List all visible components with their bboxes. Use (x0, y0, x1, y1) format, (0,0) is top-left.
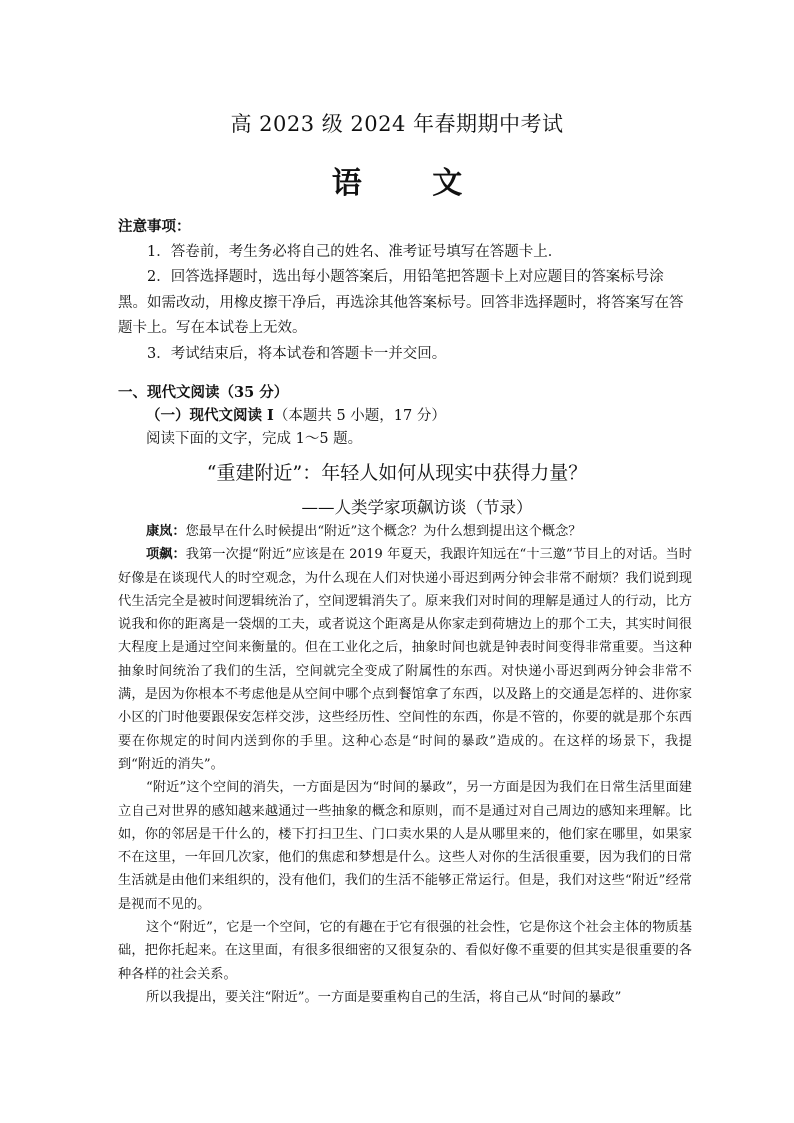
notice-item: 2．回答选择题时，选出每小题答案后，用铅笔把答题卡上对应题目的答案标号涂黑。如需改动，用橡皮擦干净后，再选涂其他答案标号。回答非选择题时，将答案写在答题卡上。写在本试卷上无效。 (118, 269, 684, 336)
paragraph-text: 我第一次提“附近”应该是在 2019 年夏天，我跟许知远在“十三邀”节目上的对话。当时好像是在谈现代人的时空观念，为什么现在人们对快递小哥迟到两分钟会非常不耐烦？我们说到现代生活完全是被时间逻辑统治了，空间逻辑消失了。原来我们对时间的理解是通过人的行动，比方说我和你的距离是一袋烟的工夫，或者说这个距离是从你家走到荷塘边上的那个工夫，其实时间很大程度上是通过空间来衡量的。但在工业化之后，抽象时间也就是钟表时间变得非常重要。当这种抽象时间统治了我们的生活，空间就完全变成了附属性的东西。对快递小哥迟到两分钟会非常不满，是因为你根本不考虑他是从空间中哪个点到餐馆拿了东西，以及路上的交通是怎样的、进你家小区的门时他要跟保安怎样交涉，这些经历性、空间性的东西，你是不管的，你要的就是那个东西要在你规定的时间内送到你的手里。这种心态是“时间的暴政”造成的。在这样的场景下，我提到“附近的消失”。 (118, 547, 692, 772)
subject-title: 语 文 (331, 166, 493, 201)
paragraph-text: “附近”这个空间的消失，一方面是因为“时间的暴政”，另一方面是因为我们在日常生活里面建立自己对世界的感知越来越通过一些抽象的概念和原则，而不是通过对自己周边的感知来理解。比如，你的邻居是干什么的，楼下打扫卫生、门口卖水果的人是从哪里来的，他们家在哪里，如果家不在这里，一年回几次家，他们的焦虑和梦想是什么。这些人对你的生活很重要，因为我们的日常生活就是由他们来组织的，没有他们，我们的生活不能够正常运行。但是，我们对这些“附近”经常是视而不见的。 (118, 780, 692, 912)
article-paragraph (118, 916, 692, 986)
sub-heading-rest: （本题共 5 小题，17 分） (273, 408, 446, 424)
speaker-label: 项飙： (146, 547, 186, 563)
reading-instruction: 阅读下面的文字，完成 1～5 题。 (146, 431, 363, 447)
section-block (118, 381, 692, 451)
paragraph-text: 这个“附近”，它是一个空间，它的有趣在于它有很强的社会性，它是你这个社会主体的物质基础，把你托起来。在这里面，有很多很细密的又很复杂的、看似好像不重要的但其实是很重要的各种各样的社会关系。 (118, 920, 692, 982)
notice-block (118, 214, 692, 367)
article-subtitle: ——人类学家项飙访谈（节录） (301, 498, 533, 517)
sub-heading-bold: （一）现代文阅读 I (146, 407, 274, 424)
article-body (118, 520, 692, 1009)
section-heading: 一、现代文阅读（35 分） (118, 384, 289, 401)
notice-item: 3．考试结束后，将本试卷和答题卡一并交回。 (147, 345, 447, 362)
sub-heading (118, 404, 692, 428)
article-paragraph (118, 520, 692, 543)
article-paragraph (118, 543, 692, 776)
speaker-label: 康岚： (146, 524, 186, 539)
exam-title: 高 2023 级 2024 年春期期中考试 (230, 112, 564, 136)
article-title: “重建附近”：年轻人如何从现实中获得力量？ (206, 462, 588, 484)
paragraph-text: 您最早在什么时候提出“附近”这个概念？为什么想到提出这个概念？ (185, 524, 582, 539)
paragraph-text: 所以我提出，要关注“附近”。一方面是要重构自己的生活，将自己从“时间的暴政” (146, 989, 622, 1005)
article-paragraph (118, 986, 692, 1009)
notice-heading: 注意事项： (118, 218, 191, 235)
article-paragraph (118, 776, 692, 916)
notice-item: 1．答卷前，考生务必将自己的姓名、准考证号填写在答题卡上． (147, 243, 563, 260)
